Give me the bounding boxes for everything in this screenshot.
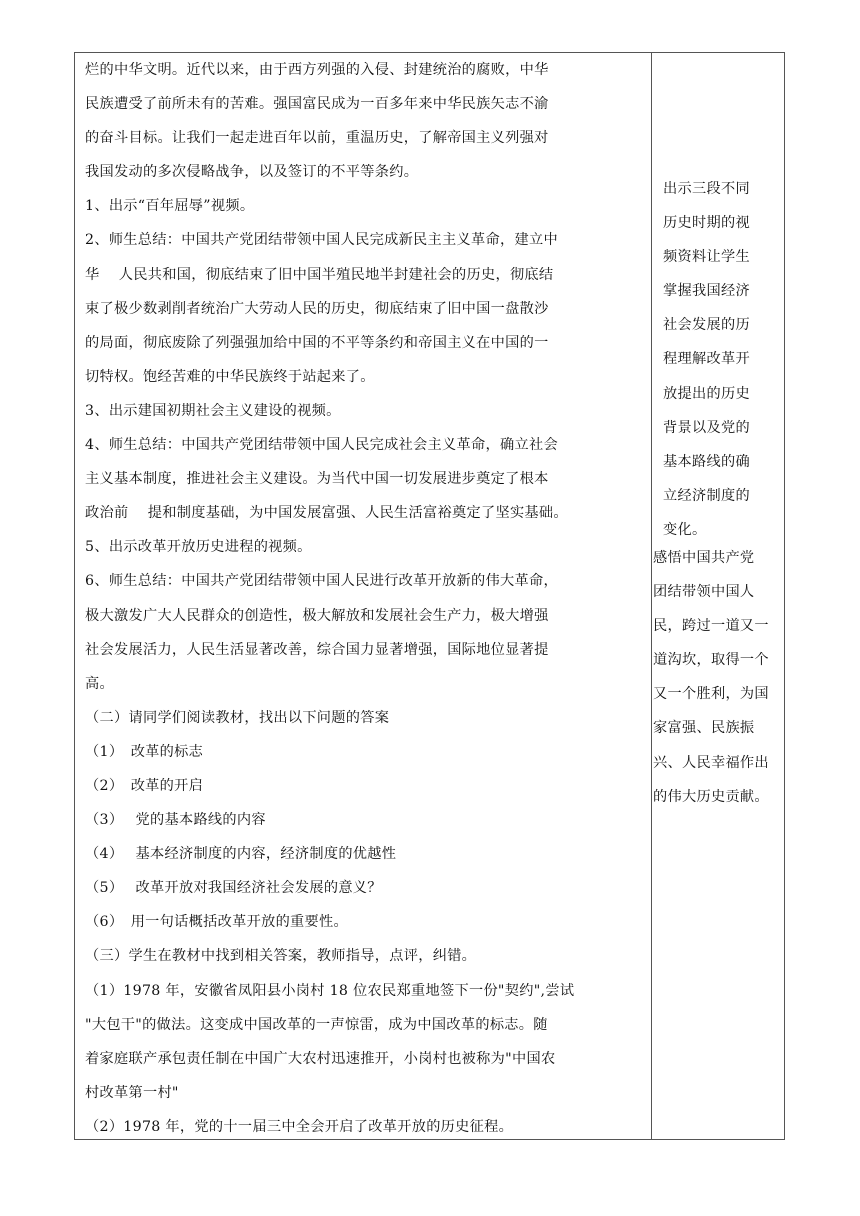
body-text-line: （1）1978 年，安徽省凤阳县小岗村 18 位农民郑重地签下一份"契约",尝试	[85, 982, 575, 999]
body-text-line: 我国发动的多次侵略战争，以及签订的不平等条约。	[85, 164, 419, 181]
note-text-line: 放提出的历史	[663, 385, 750, 402]
body-text-line: （6） 用一句话概括改革开放的重要性。	[85, 914, 349, 931]
note-text-line: 频资料让学生	[663, 249, 750, 266]
note-text-line: 民，跨过一道又一	[653, 618, 769, 635]
body-text-line: 村改革第一村"	[85, 1084, 179, 1101]
note-text-line: 团结带领中国人	[653, 584, 755, 601]
body-text-line: 的局面，彻底废除了列强强加给中国的不平等条约和帝国主义在中国的一	[85, 334, 549, 351]
body-text-line: 着家庭联产承包责任制在中国广大农村迅速推开，小岗村也被称为"中国农	[85, 1050, 556, 1067]
teaching-process-cell	[85, 53, 645, 1144]
body-text-line: （三）学生在教材中找到相关答案，教师指导，点评，纠错。	[85, 948, 477, 965]
body-text-line: 束了极少数剥削者统治广大劳动人民的历史，彻底结束了旧中国一盘散沙	[85, 300, 549, 317]
note-text-line: 变化。	[663, 521, 707, 538]
body-text-line: （2） 改革的开启	[85, 777, 204, 794]
note-text-line: 兴、人民幸福作出	[653, 754, 769, 771]
note-text-line: 背景以及党的	[663, 419, 750, 436]
note-text-line: 社会发展的历	[663, 317, 750, 334]
body-text-line: 的奋斗目标。让我们一起走进百年以前，重温历史，了解帝国主义列强对	[85, 130, 549, 147]
note-text-line: 程理解改革开	[663, 351, 750, 368]
note-text-line: 基本路线的确	[663, 453, 750, 470]
note-text-line: 历史时期的视	[663, 215, 750, 232]
body-text-line: 烂的中华文明。近代以来，由于西方列强的入侵、封建统治的腐败，中华	[85, 62, 549, 78]
body-text-line: 主义基本制度，推进社会主义建设。为当代中国一切发展进步奠定了根本	[85, 471, 549, 488]
note-text-line: 立经济制度的	[663, 487, 750, 504]
body-text-line: 6、师生总结：中国共产党团结带领中国人民进行改革开放新的伟大革命，	[85, 573, 558, 590]
body-text-line: （4） 基本经济制度的内容，经济制度的优越性	[85, 846, 397, 863]
body-text-line: 切特权。饱经苦难的中华民族终于站起来了。	[85, 368, 375, 385]
design-intent-block-2	[653, 541, 769, 814]
note-text-line: 感悟中国共产党	[653, 550, 755, 566]
body-text-line: （5） 改革开放对我国经济社会发展的意义？	[85, 880, 382, 897]
body-text-line: "大包干"的做法。这变成中国改革的一声惊雷，成为中国改革的标志。随	[85, 1016, 548, 1033]
note-text-line: 家富强、民族振	[653, 720, 755, 737]
body-text-line: （1） 改革的标志	[85, 743, 204, 760]
body-text-line: （2）1978 年，党的十一届三中全会开启了改革开放的历史征程。	[85, 1118, 514, 1135]
body-text-line: 华 人民共和国，彻底结束了旧中国半殖民地半封建社会的历史，彻底结	[85, 266, 554, 283]
column-divider	[651, 53, 652, 1139]
lesson-plan-table	[74, 52, 785, 1140]
note-text-line: 的伟大历史贡献。	[653, 788, 769, 805]
body-text-line: 民族遭受了前所未有的苦难。强国富民成为一百多年来中华民族矢志不渝	[85, 96, 549, 113]
body-text-line: 2、师生总结：中国共产党团结带领中国人民完成新民主主义革命，建立中	[85, 232, 558, 249]
note-text-line: 道沟坎，取得一个	[653, 652, 769, 669]
body-text-line: 4、师生总结：中国共产党团结带领中国人民完成社会主义革命，确立社会	[85, 437, 558, 454]
body-text-line: 高。	[85, 675, 114, 692]
note-text-line: 又一个胜利，为国	[653, 686, 769, 703]
body-text-line: （3） 党的基本路线的内容	[85, 812, 266, 829]
body-text-line: 政治前 提和制度基础，为中国发展富强、人民生活富裕奠定了坚实基础。	[85, 505, 568, 522]
body-text-line: （二）请同学们阅读教材，找出以下问题的答案	[85, 709, 390, 726]
body-text-line: 极大激发广大人民群众的创造性，极大解放和发展社会生产力，极大增强	[85, 607, 549, 624]
body-text-line: 1、出示“百年屈辱”视频。	[85, 198, 255, 215]
design-intent-block-1	[663, 172, 750, 547]
note-text-line: 出示三段不同	[663, 181, 750, 197]
body-text-line: 社会发展活力，人民生活显著改善，综合国力显著增强，国际地位显著提	[85, 641, 549, 658]
note-text-line: 掌握我国经济	[663, 283, 750, 300]
body-text-line: 5、出示改革开放历史进程的视频。	[85, 539, 312, 556]
body-text-line: 3、出示建国初期社会主义建设的视频。	[85, 402, 341, 419]
